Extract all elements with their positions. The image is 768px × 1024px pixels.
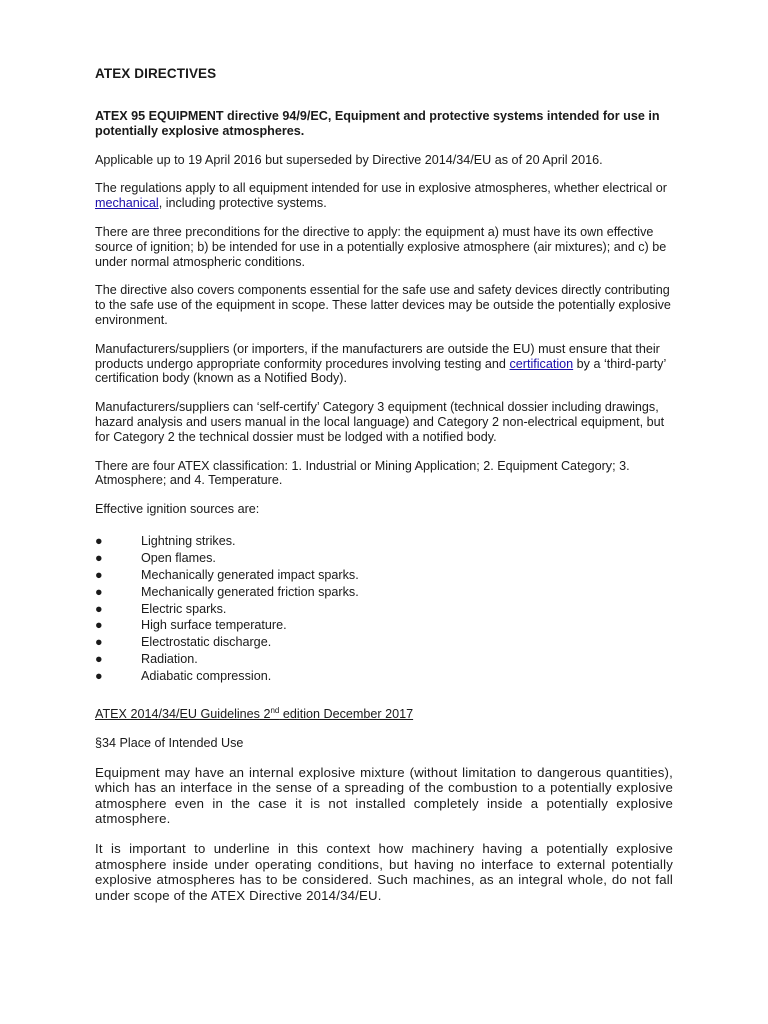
conformity-text-start: Manufacturers/suppliers (or importers, if the manufacturers are outside the EU) must ensure that their products undergo appropriate conformity procedures involving testing and <box>95 341 660 371</box>
bullet-icon: ● <box>95 652 103 667</box>
ignition-intro: Effective ignition sources are: <box>95 502 260 517</box>
components-paragraph: The directive also covers components essential for the safe use and safety devices directly contributing to the safe use of the equipment in scope. These latter devices may be outside the potentially explosive environment. <box>95 283 671 327</box>
preconditions-paragraph: There are three preconditions for the directive to apply: the equipment a) must have its own effective source of ignition; b) be intended for use in a potentially explosive atmosphere (air mixtures); and c) be under normal atmospheric conditions. <box>95 224 667 269</box>
bullet-icon: ● <box>95 618 103 633</box>
bullet-icon: ● <box>95 635 103 650</box>
scope-text-end: , including protective systems. <box>158 196 327 211</box>
bullet-icon: ● <box>95 669 103 684</box>
bullet-icon: ● <box>95 601 103 616</box>
list-item: ● Open flames. <box>95 550 216 565</box>
section-heading: §34 Place of Intended Use <box>95 735 244 750</box>
conformity-text-end: by a ‘third-party’ certification body (known as a Notified Body). <box>95 356 666 386</box>
ignition-sources-list <box>95 533 673 685</box>
directive-heading: ATEX 95 EQUIPMENT directive 94/9/EC, Equipment and protective systems intended for use in potentially explosive atmospheres. <box>95 109 660 138</box>
page-title: ATEX DIRECTIVES <box>95 66 217 81</box>
mechanical-link[interactable]: mechanical <box>95 196 159 211</box>
internal-mixture-paragraph: Equipment may have an internal explosive mixture (without limitation to dangerous quantities), which has an interface in the sense of a spreading of the combustion to a potentially explosive atmosphere even in the case it is not installed completely inside a potentially explosive atmosphere. <box>95 764 673 827</box>
machinery-paragraph: It is important to underline in this context how machinery having a potentially explosive atmosphere inside under operating conditions, but having no interface to external potentially explosive atmospheres has to be considered. Such machines, as an integral whole, do not fall under scope of the ATEX Directive 2014/34/EU. <box>95 841 673 903</box>
scope-paragraph <box>95 181 673 211</box>
applicability-paragraph: Applicable up to 19 April 2016 but superseded by Directive 2014/34/EU as of 20 April 2016. <box>95 152 603 167</box>
list-item: ● Electrostatic discharge. <box>95 635 272 650</box>
bullet-icon: ● <box>95 533 103 548</box>
document-body <box>95 66 673 917</box>
bullet-icon: ● <box>95 550 103 565</box>
list-item: ● Radiation. <box>95 652 198 667</box>
conformity-paragraph <box>95 342 673 386</box>
list-item: ● High surface temperature. <box>95 618 287 633</box>
list-item: ● Mechanically generated impact sparks. <box>95 567 359 582</box>
list-item: ● Electric sparks. <box>95 601 227 616</box>
bullet-icon: ● <box>95 567 103 582</box>
classification-paragraph: There are four ATEX classification: 1. Industrial or Mining Application; 2. Equipment Category; 3. Atmosphere; and 4. Temperature. <box>95 458 630 488</box>
bullet-icon: ● <box>95 584 103 599</box>
certification-link[interactable]: certification <box>509 356 574 371</box>
list-item: ● Mechanically generated friction sparks. <box>95 584 359 599</box>
list-item: ● Adiabatic compression. <box>95 669 272 684</box>
scope-text-start: The regulations apply to all equipment intended for use in explosive atmospheres, whether electrical or <box>95 181 667 196</box>
list-item: ● Lightning strikes. <box>95 533 236 548</box>
guidelines-heading: ATEX 2014/34/EU Guidelines 2nd edition December 2017 <box>95 705 414 722</box>
self-certify-paragraph: Manufacturers/suppliers can ‘self-certify’ Category 3 equipment (technical dossier including drawings, hazard analysis and users manual in the local language) and Category 2 non-electrical equipment, but for Category 2 the technical dossier must be lodged with a notified body. <box>95 400 665 444</box>
